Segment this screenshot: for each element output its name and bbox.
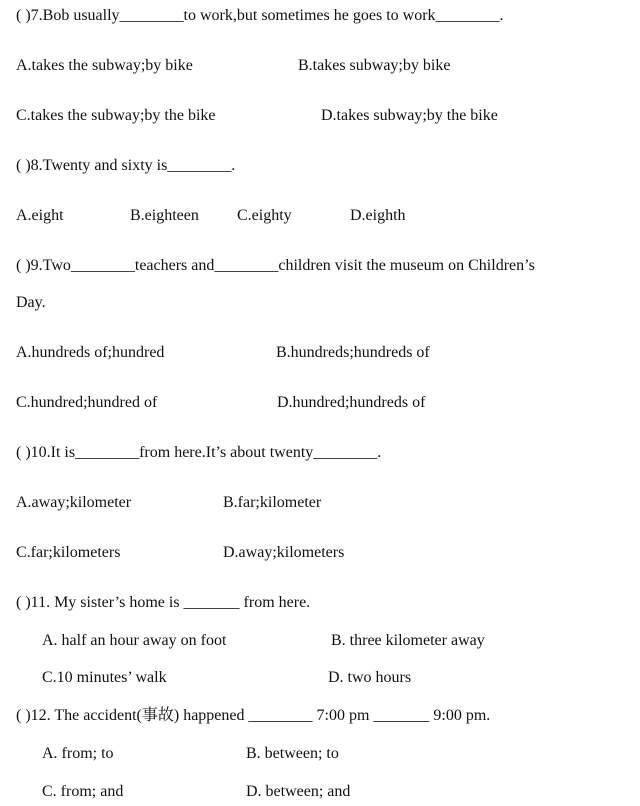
question-11-option-b: B. three kilometer away xyxy=(331,632,485,649)
question-11-option-a: A. half an hour away on foot xyxy=(42,632,227,649)
question-12-option-d: D. between; and xyxy=(246,783,351,800)
question-7-option-a: A.takes the subway;by bike xyxy=(16,57,193,74)
question-11-option-d: D. two hours xyxy=(328,669,412,686)
question-10-option-a: A.away;kilometer xyxy=(16,494,132,511)
question-12-option-a: A. from; to xyxy=(42,745,114,762)
question-9-option-d: D.hundred;hundreds of xyxy=(277,394,426,411)
question-8-option-a: A.eight xyxy=(16,207,64,224)
question-12-option-b: B. between; to xyxy=(246,745,339,762)
question-10-option-b: B.far;kilometer xyxy=(223,494,322,511)
question-11-stem: ( )11. My sister’s home is _______ from here. xyxy=(16,594,311,611)
question-10-option-c: C.far;kilometers xyxy=(16,544,121,561)
question-8-option-b: B.eighteen xyxy=(130,207,199,224)
question-8-option-d: D.eighth xyxy=(350,207,406,224)
question-7-option-d: D.takes subway;by the bike xyxy=(321,107,498,124)
question-10-stem: ( )10.It is________from here.It’s about twenty________. xyxy=(16,444,382,461)
question-9-option-c: C.hundred;hundred of xyxy=(16,394,158,411)
question-7-option-b: B.takes subway;by bike xyxy=(298,57,451,74)
question-9-option-a: A.hundreds of;hundred xyxy=(16,344,165,361)
question-9-stem: ( )9.Two________teachers and________children visit the museum on Children’s xyxy=(16,257,535,274)
question-12-option-c: C. from; and xyxy=(42,783,124,800)
question-7-stem: ( )7.Bob usually________to work,but sometimes he goes to work________. xyxy=(16,7,504,24)
question-7-option-c: C.takes the subway;by the bike xyxy=(16,107,216,124)
question-8-option-c: C.eighty xyxy=(237,207,292,224)
question-10-option-d: D.away;kilometers xyxy=(223,544,345,561)
question-12-stem: ( )12. The accident(事故) happened ________ 7:00 pm _______ 9:00 pm. xyxy=(16,707,491,724)
question-9-option-b: B.hundreds;hundreds of xyxy=(276,344,430,361)
question-9-stem-continued: Day. xyxy=(16,294,46,311)
question-11-option-c: C.10 minutes’ walk xyxy=(42,669,167,686)
question-8-stem: ( )8.Twenty and sixty is________. xyxy=(16,157,236,174)
